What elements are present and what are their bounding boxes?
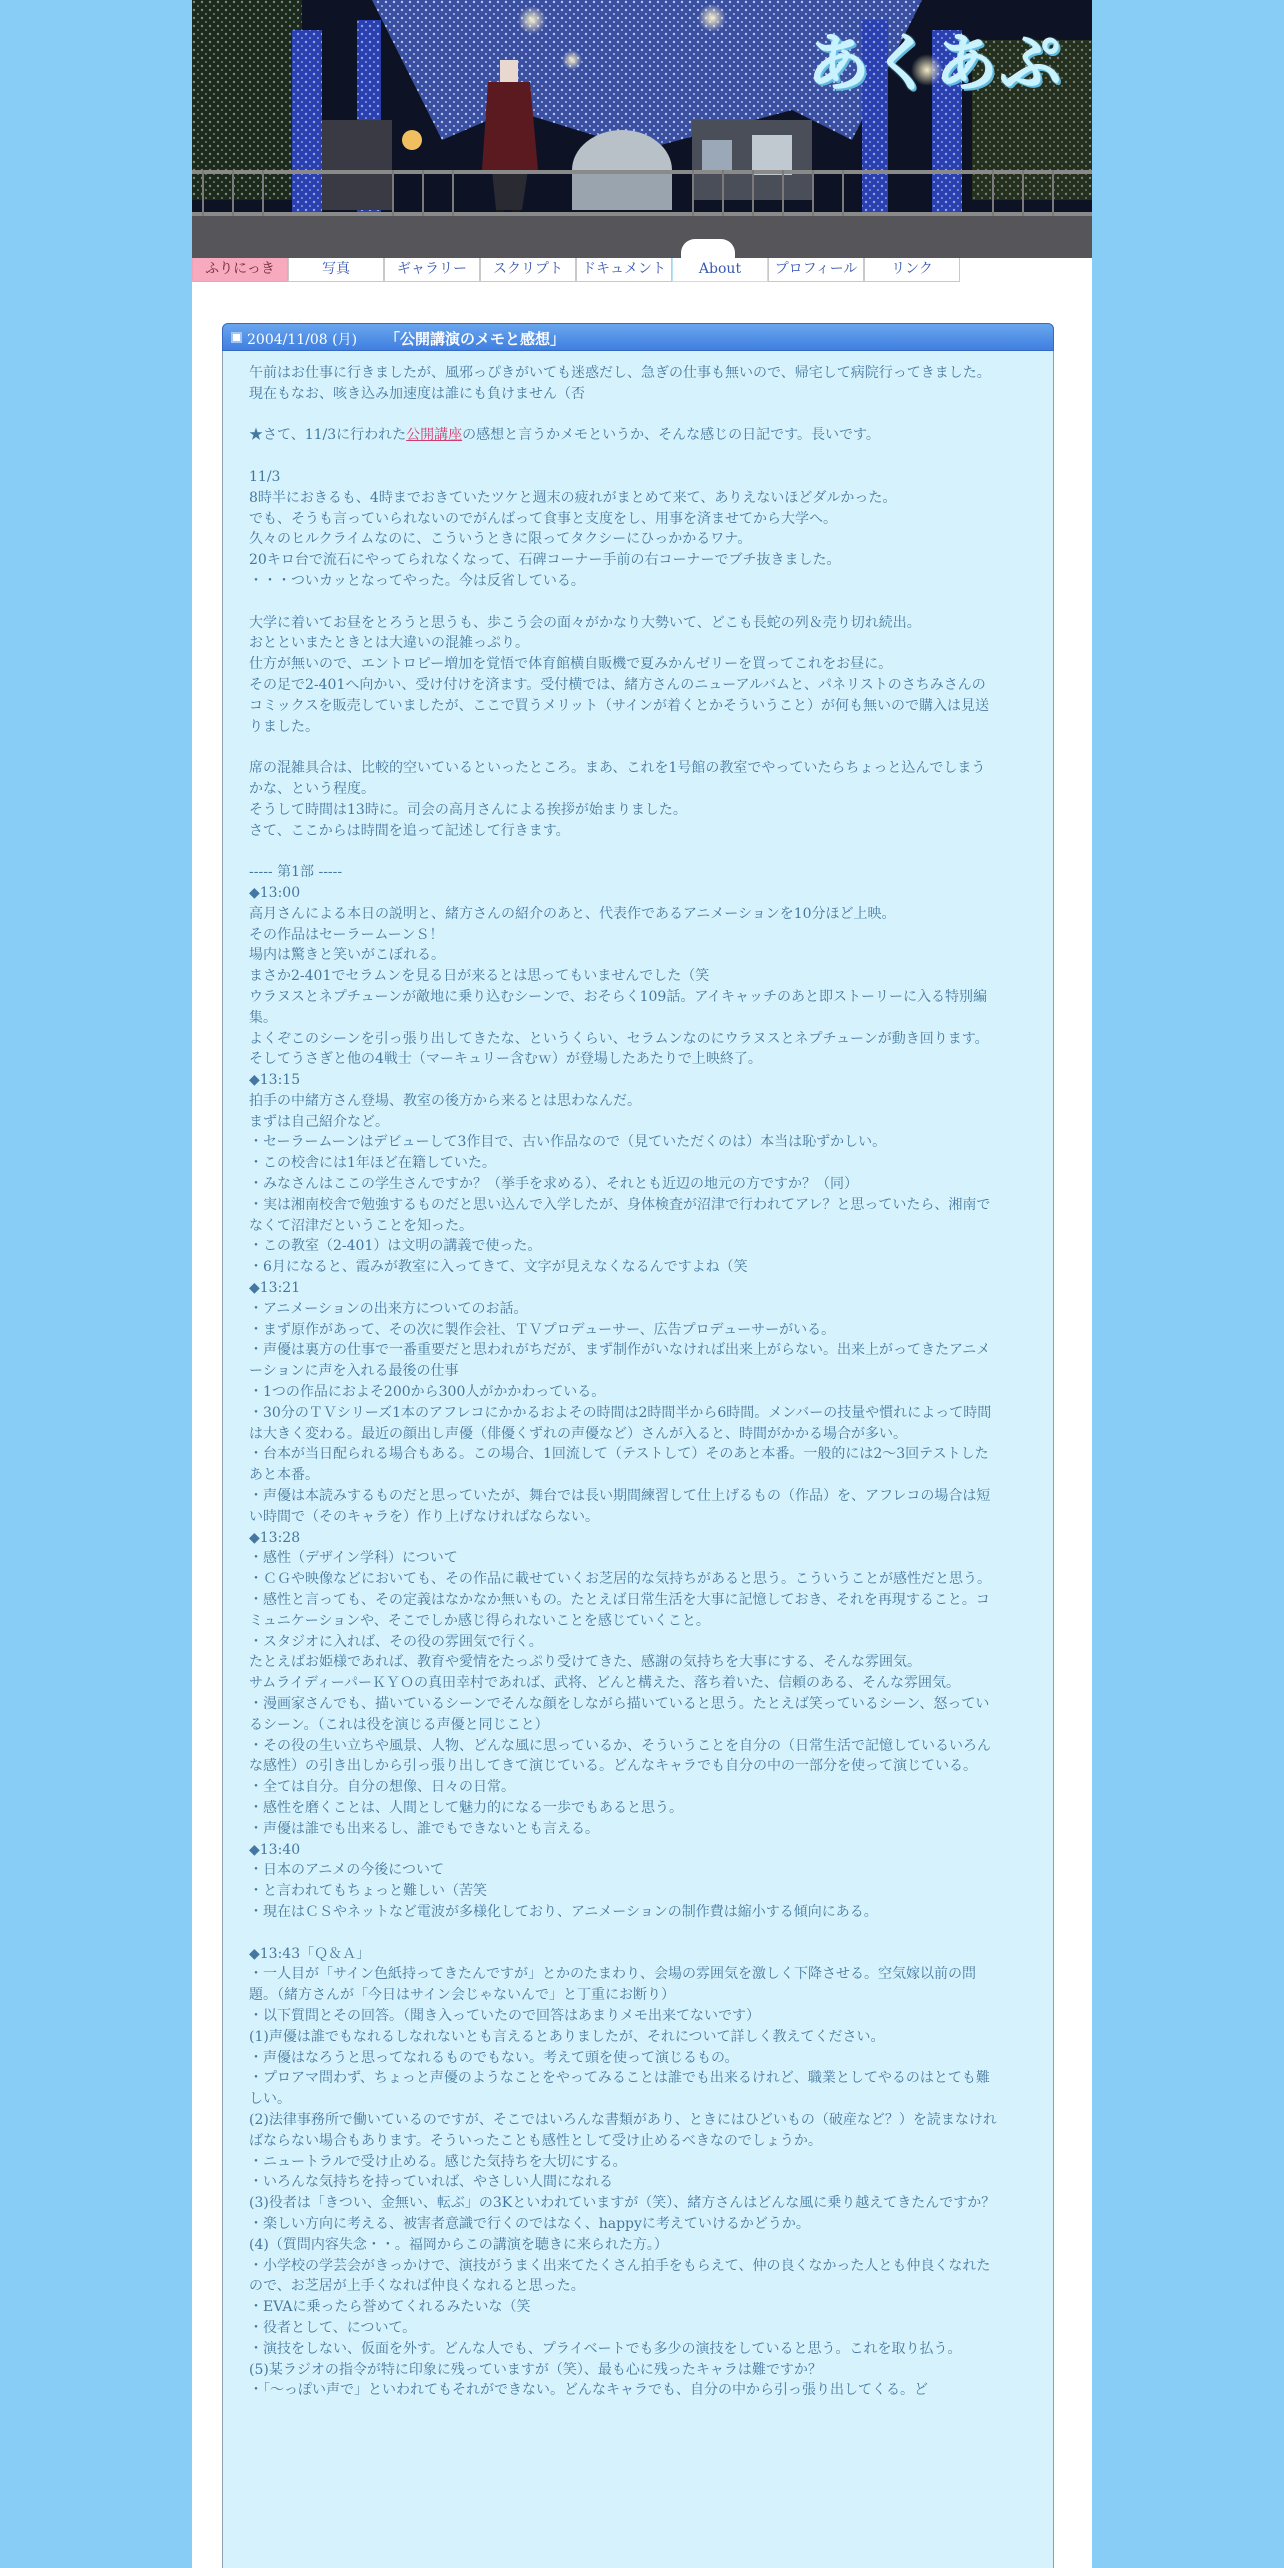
entry-line: ----- 第1部 ----- bbox=[249, 864, 343, 881]
nav-item-about[interactable]: About bbox=[672, 258, 768, 282]
entry-line: 20キロ台で流石にやってられなくなって、石碑コーナー手前の右コーナーでブチ抜きました。 bbox=[249, 552, 841, 569]
entry-line: 高月さんによる本日の説明と、緒方さんの紹介のあと、代表作であるアニメーションを10分ほど上映。 bbox=[249, 905, 896, 922]
entry-line: ・この校舎には1年ほど在籍していた。 bbox=[249, 1155, 496, 1172]
entry-line: ・役者として、について。 bbox=[249, 2319, 417, 2336]
entry-line: 大学に着いてお昼をとろうと思うも、歩こう会の面々がかなり大勢いて、どこも長蛇の列＆売り切れ続出。 bbox=[249, 614, 921, 631]
entry-line: 午前はお仕事に行きましたが、風邪っぴきがいても迷惑だし、急ぎの仕事も無いので、帰宅して病院行ってきました。 bbox=[249, 365, 991, 381]
entry-line: 仕方が無いので、エントロピー増加を覚悟で体育館横自販機で夏みかんゼリーを買ってこれをお昼に。 bbox=[249, 656, 893, 673]
entry-line: ・と言われてもちょっと難しい（苦笑 bbox=[249, 1883, 487, 1900]
nav-item-script[interactable]: スクリプト bbox=[480, 258, 576, 282]
entry-line: (3)役者は「きつい、金無い、転ぶ」の3Kといわれていますが（笑）、緒方さんはどんな風に乗り越えてきたんですか？ bbox=[249, 2195, 996, 2212]
entry-line: 場内は驚きと笑いがこぼれる。 bbox=[249, 947, 445, 964]
entry-line bbox=[249, 841, 998, 862]
entry-line: ・声優は裏方の仕事で一番重要だと思われがちだが、まず制作がいなければ出来上がらない。出来上がってきたアニメーションに声を入れる最後の仕事 bbox=[249, 1342, 991, 1380]
entry-line bbox=[249, 405, 998, 426]
entry-line: ◆13:15 bbox=[249, 1072, 301, 1089]
entry-line: ・・・ついカッとなってやった。今は反省している。 bbox=[249, 572, 585, 589]
entry-line: ◆13:43「Ｑ＆Ａ」 bbox=[249, 1945, 371, 1962]
entry-line: ・この教室（2-401）は文明の講義で使った。 bbox=[249, 1238, 542, 1255]
entry-line: ・漫画家さんでも、描いているシーンでそんな顔をしながら描いていると思う。たとえば笑っているシーン、怒っているシーン。（これは役を演じる声優と同じこと） bbox=[249, 1696, 990, 1733]
entry-line: 拍手の中緒方さん登場、教室の後方から来るとは思わなんだ。 bbox=[249, 1092, 641, 1109]
entry-line: まさか2-401でセラムンを見る日が来るとは思ってもいませんでした（笑 bbox=[249, 968, 710, 985]
entry-line: ・スタジオに入れば、その役の雰囲気で行く。 bbox=[249, 1633, 543, 1650]
entry-line: たとえばお姫様であれば、教育や愛情をたっぷり受けてきた、感謝の気持ちを大事にする、そんな雰囲気。 bbox=[249, 1654, 921, 1671]
nav-item-gallery[interactable]: ギャラリー bbox=[384, 258, 480, 282]
square-bullet-icon bbox=[231, 332, 242, 343]
entry-line: ・1つの作品におよそ200から300人がかかわっている。 bbox=[249, 1384, 606, 1401]
entry-line: 席の混雑具合は、比較的空いているといったところ。まあ、これを1号館の教室でやっていたらちょっと込んでしまうかな、という程度。 bbox=[249, 760, 986, 797]
entry-line: その足で2-401へ向かい、受け付けを済ます。受付横では、緒方さんのニューアルバムと、パネリストのさちみさんのコミックスを販売していましたが、ここで買うメリット（サインが着くとかそういうこと）が何も無いので購入は見送りました。 bbox=[249, 676, 990, 735]
entry-line: ・現在はＣＳやネットなど電波が多様化しており、アニメーションの制作費は縮小する傾向にある。 bbox=[249, 1903, 878, 1920]
entry-line: (5)某ラジオの指令が特に印象に残っていますが（笑）、最も心に残ったキャラは難ですか？ bbox=[249, 2361, 822, 2378]
public-lecture-link[interactable]: 公開講座 bbox=[406, 427, 463, 444]
entry-line: ・声優は本読みするものだと思っていたが、舞台では長い期間練習して仕上げるもの（作品）を、アフレコの場合は短い時間で（そのキャラを）作り上げなければならない。 bbox=[249, 1488, 991, 1525]
main-nav bbox=[192, 258, 1092, 282]
entry-line: ・EVAに乗ったら誉めてくれるみたいな（笑 bbox=[249, 2299, 531, 2316]
nav-item-link[interactable]: リンク bbox=[864, 258, 960, 282]
entry-line: ・感性と言っても、その定義はなかなか無いもの。たとえば日常生活を大事に記憶しておき、それを再現すること。コミュニケーションや、そこでしか感じ得られないことを感じていくこと。 bbox=[249, 1592, 990, 1629]
nav-item-document[interactable]: ドキュメント bbox=[576, 258, 672, 282]
entry-line: でも、そうも言っていられないのでがんばって食事と支度をし、用事を済ませてから大学へ。 bbox=[249, 510, 837, 527]
entry-line: ・小学校の学芸会がきっかけで、演技がうまく出来てたくさん拍手をもらえて、仲の良くなかった人とも仲良くなれたので、お芝居が上手くなれば仲良くなれると思った。 bbox=[249, 2257, 991, 2295]
entry-line: (1)声優は誰でもなれるしなれないとも言えるとありましたが、それについて詳しく教えてください。 bbox=[249, 2028, 885, 2045]
entry-line: まずは自己紹介など。 bbox=[249, 1113, 389, 1130]
entry-line: ◆13:40 bbox=[249, 1841, 301, 1858]
site-logo[interactable]: あくあぷ bbox=[807, 27, 1064, 100]
entry-line bbox=[249, 592, 998, 613]
entry-line: ・セーラームーンはデビューして3作目で、古い作品なので（見ていただくのは）本当は恥ずかしい。 bbox=[249, 1134, 887, 1151]
entry-line bbox=[249, 446, 998, 467]
intro-before-text: ★さて、11/3に行われた bbox=[249, 427, 407, 444]
entry-line: ・まず原作があって、その次に製作会社、ＴＶプロデューサー、広告プロデューサーがいる。 bbox=[249, 1321, 836, 1338]
entry-line: 久々のヒルクライムなのに、こういうときに限ってタクシーにひっかかるワナ。 bbox=[249, 531, 752, 548]
entry-line: ・感性（デザイン学科）について bbox=[249, 1550, 458, 1567]
entry-line: ・声優は誰でも出来るし、誰でもできないとも言える。 bbox=[249, 1820, 599, 1837]
entry-line: ・アニメーションの出来方についてのお話。 bbox=[249, 1300, 528, 1317]
entry-line: おとといまたときとは大違いの混雑っぷり。 bbox=[249, 635, 529, 652]
entry-line: ・プロアマ問わず、ちょっと声優のようなことをやってみることは誰でも出来るけれど、職業としてやるのはとても難しい。 bbox=[249, 2070, 990, 2108]
entry-line: ・「～っぽい声で」といわれてもそれができない。どんなキャラでも、自分の中から引っ張り出してくる。ど bbox=[249, 2382, 928, 2399]
entry-line: ◆13:00 bbox=[249, 884, 301, 901]
entry-line: ・一人目が「サイン色紙持ってきたんですが」とかのたまわり、会場の雰囲気を激しく下降させる。空気嫁以前の問題。（緒方さんが「今日はサイン会じゃないんで」と丁重にお断り） bbox=[249, 1966, 977, 2004]
entry-line: さて、ここからは時間を追って記述して行きます。 bbox=[249, 822, 570, 839]
entry-line: ・以下質問とその回答。（聞き入っていたので回答はあまりメモ出来てないです） bbox=[249, 2007, 760, 2024]
entry-line: ・全ては自分。自分の想像、日々の日常。 bbox=[249, 1779, 515, 1796]
entry-line bbox=[249, 737, 998, 758]
entry-line: よくぞこのシーンを引っ張り出してきたな、というくらい、セラムンなのにウラヌスとネプチューンが動き回ります。 bbox=[249, 1030, 989, 1047]
header-banner bbox=[192, 0, 1092, 258]
page bbox=[192, 0, 1092, 2568]
entry-line: 11/3 bbox=[249, 468, 281, 485]
entry-intro-line bbox=[249, 425, 998, 446]
entry-line: ・30分のＴＶシリーズ1本のアフレコにかかるおよその時間は2時間半から6時間。メンバーの技量や慣れによって時間は大きく変わる。最近の顔出し声優（俳優くずれの声優など）さんが入ると、時間がかかる場合が多い。 bbox=[249, 1404, 992, 1442]
entry-line: サムライディーパーＫＹＯの真田幸村であれば、武将、どんと構えた、落ち着いた、信頼のある、そんな雰囲気。 bbox=[249, 1675, 961, 1692]
entry-line: ・日本のアニメの今後について bbox=[249, 1862, 445, 1879]
entry-line: ウラヌスとネプチューンが敵地に乗り込むシーンで、おそらく109話。アイキャッチのあと即ストーリーに入る特別編集。 bbox=[249, 988, 988, 1026]
entry-date: 2004/11/08 (月) bbox=[247, 332, 358, 348]
nav-item-profile[interactable]: プロフィール bbox=[768, 258, 864, 282]
entry-line: その作品はセーラームーンＳ！ bbox=[249, 926, 444, 943]
entry-title: 「公開講演のメモと感想」 bbox=[385, 330, 566, 348]
entry-line bbox=[249, 1923, 998, 1944]
entry-header bbox=[222, 323, 1054, 351]
entry-line: ・声優はなろうと思ってなれるものでもない。考えて頭を使って演じるもの。 bbox=[249, 2049, 739, 2066]
entry-line: ・6月になると、霞みが教室に入ってきて、文字が見えなくなるんですよね（笑 bbox=[249, 1259, 748, 1276]
entry-body bbox=[222, 351, 1054, 2568]
entry-line: ・感性を磨くことは、人間として魅力的になる一歩でもあると思う。 bbox=[249, 1799, 683, 1816]
entry-line: ・ニュートラルで受け止める。感じた気持ちを大切にする。 bbox=[249, 2153, 627, 2170]
entry-line: ・いろんな気持ちを持っていれば、やさしい人間になれる bbox=[249, 2174, 613, 2191]
entry-line: ・演技をしない、仮面を外す。どんな人でも、プライベートでも多少の演技をしていると思う。これを取り払う。 bbox=[249, 2340, 962, 2357]
entry-line: (4)（質問内容失念・・。福岡からこの講演を聴きに来られた方。） bbox=[249, 2236, 668, 2253]
entry-line: ・台本が当日配られる場合もある。この場合、1回流して（テストして）そのあと本番。一般的には2～3回テストしたあと本番。 bbox=[249, 1446, 989, 1484]
entry-line: そうして時間は13時に。司会の高月さんによる挨拶が始まりました。 bbox=[249, 801, 687, 818]
entry-line: 現在もなお、咳き込み加速度は誰にも負けません（否 bbox=[249, 385, 585, 402]
entry-line: ・その役の生い立ちや風景、人物、どんな風に思っているか、そういうことを自分の（日常生活で記憶しているいろんな感性）の引き出しから引っ張り出してきて演じている。どんなキャラでも自分の中の一部分を使って演じている。 bbox=[249, 1737, 991, 1775]
entry-line: ◆13:28 bbox=[249, 1529, 301, 1546]
entry-line: そしてうさぎと他の4戦士（マーキュリー含むｗ）が登場したあたりで上映終了。 bbox=[249, 1051, 762, 1068]
nav-item-diary[interactable]: ふりにっき bbox=[192, 258, 288, 282]
entry-line: (2)法律事務所で働いているのですが、そこではいろんな書類があり、ときにはひどいもの（破産など？）を読まなければならない場合もあります。そういったことも感性として受け止めるべきなのでしょうか。 bbox=[249, 2111, 997, 2149]
entry-line: ◆13:21 bbox=[249, 1280, 301, 1297]
entry-line: ・実は湘南校舎で勉強するものだと思い込んで入学したが、身体検査が沼津で行われてアレ？と思っていたら、湘南でなくて沼津だということを知った。 bbox=[249, 1196, 991, 1234]
entry-line: 8時半におきるも、4時までおきていたツケと週末の疲れがまとめて来て、ありえないほどダルかった。 bbox=[249, 489, 897, 506]
intro-after-text: の感想と言うかメモというか、そんな感じの日記です。長いです。 bbox=[462, 427, 880, 444]
entry-line: ・みなさんはここの学生さんですか？（挙手を求める）、それとも近辺の地元の方ですか？（同） bbox=[249, 1176, 858, 1193]
entry-line: ・楽しい方向に考える、被害者意識で行くのではなく、happyに考えていけるかどうか。 bbox=[249, 2215, 810, 2232]
nav-item-photo[interactable]: 写真 bbox=[288, 258, 384, 282]
entry-line: ・ＣＧや映像などにおいても、その作品に載せていくお芝居的な気持ちがあると思う。こういうことが感性だと思う。 bbox=[249, 1571, 991, 1588]
